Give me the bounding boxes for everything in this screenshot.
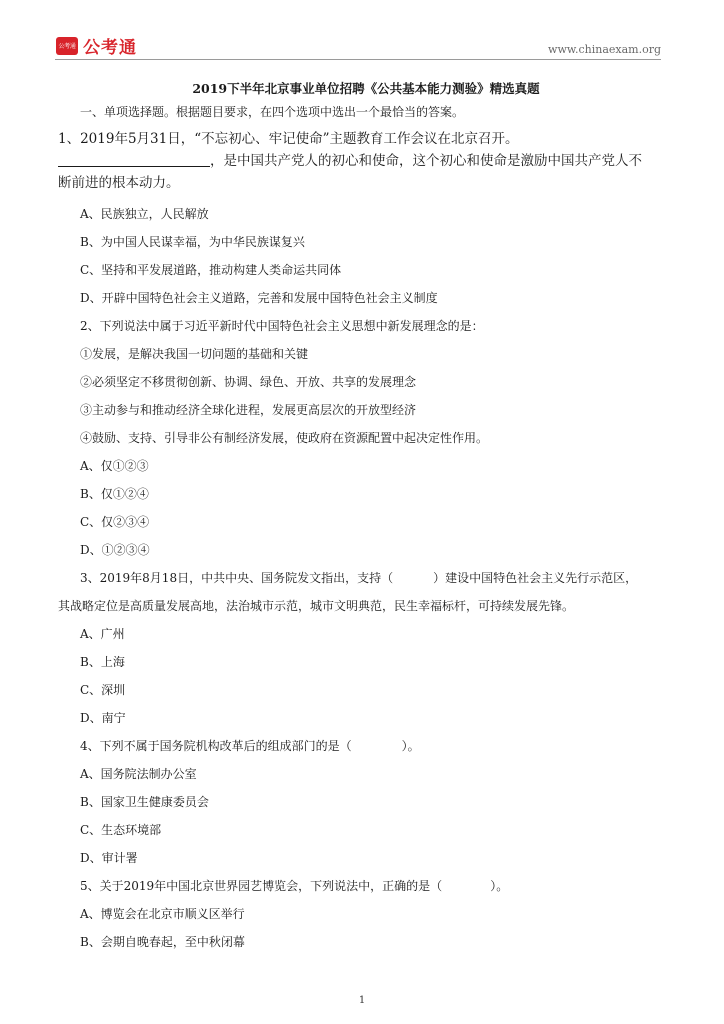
q1-option-b: B、为中国人民谋幸福，为中华民族谋复兴: [80, 235, 305, 249]
question-3: [58, 564, 674, 732]
q5-stem: [58, 872, 674, 900]
q4-stem: [58, 732, 674, 760]
q1-stem-line-2: [58, 150, 674, 172]
q1-stem-line-1: 1、2019年5月31日，“不忘初心、牢记使命”主题教育工作会议在北京召开。: [58, 131, 519, 147]
question-1: [58, 128, 674, 312]
q1-option-a: A、民族独立，人民解放: [80, 207, 209, 221]
document-title: 2019下半年北京事业单位招聘《公共基本能力测验》精选真题: [192, 81, 540, 96]
q2-option-a: A、仅①②③: [80, 459, 149, 473]
question-4: [58, 732, 674, 872]
q4-stem-start: 4、下列不属于国务院机构改革后的组成部门的是（: [80, 739, 352, 753]
answer-blank: [58, 152, 210, 167]
q3-option-a: A、广州: [80, 627, 125, 641]
site-url: www.chinaexam.org: [548, 43, 661, 56]
q5-option-a: A、博览会在北京市顺义区举行: [80, 907, 245, 921]
question-5: [58, 872, 674, 956]
page-header: [0, 0, 724, 64]
q3-option-b: B、上海: [80, 655, 125, 669]
page-number: 1: [358, 995, 366, 1006]
q3-stem-line-1: [58, 564, 674, 592]
q5-stem-end: ）。: [490, 879, 509, 893]
q2-stem: 2、下列说法中属于习近平新时代中国特色社会主义思想中新发展理念的是：: [80, 319, 484, 333]
q1-option-c: C、坚持和平发展道路，推动构建人类命运共同体: [80, 263, 342, 277]
q3-stem-start: 3、2019年8月18日，中共中央、国务院发文指出，支持（: [80, 571, 394, 585]
header-divider: [55, 59, 661, 60]
q4-option-b: B、国家卫生健康委员会: [80, 795, 209, 809]
q3-option-d: D、南宁: [80, 711, 126, 725]
q3-option-c: C、深圳: [80, 683, 126, 697]
logo-text: 公考通: [83, 38, 137, 58]
q1-stem-line-3: 断前进的根本动力。: [58, 175, 180, 191]
q3-stem-end: ）建设中国特色社会主义先行示范区，: [433, 571, 638, 585]
logo-badge-icon: 公考通: [56, 37, 78, 55]
q1-stem-text: ，是中国共产党人的初心和使命，这个初心和使命是激励中国共产党人不: [210, 153, 642, 169]
q5-option-b: B、会期自晚春起，至中秋闭幕: [80, 935, 245, 949]
q2-item-3: ③主动参与和推动经济全球化进程，发展更高层次的开放型经济: [80, 403, 417, 417]
q4-option-c: C、生态环境部: [80, 823, 162, 837]
q2-item-1: ①发展，是解决我国一切问题的基础和关键: [80, 347, 309, 361]
q2-option-d: D、①②③④: [80, 543, 150, 557]
q2-option-b: B、仅①②④: [80, 487, 149, 501]
brand-logo: [56, 33, 137, 58]
q4-option-a: A、国务院法制办公室: [80, 767, 197, 781]
question-2: [58, 312, 674, 564]
q2-item-4: ④鼓励、支持、引导非公有制经济发展，使政府在资源配置中起决定性作用。: [80, 431, 489, 445]
q5-stem-start: 5、关于2019年中国北京世界园艺博览会，下列说法中，正确的是（: [80, 879, 443, 893]
section-heading: 一、单项选择题。根据题目要求，在四个选项中选出一个最恰当的答案。: [80, 105, 465, 119]
q2-option-c: C、仅②③④: [80, 515, 150, 529]
q4-stem-end: ）。: [401, 739, 420, 753]
q2-item-2: ②必须坚定不移贯彻创新、协调、绿色、开放、共享的发展理念: [80, 375, 417, 389]
document-body: [58, 66, 674, 956]
q1-option-d: D、开辟中国特色社会主义道路，完善和发展中国特色社会主义制度: [80, 291, 438, 305]
q3-stem-line-2: 其战略定位是高质量发展高地，法治城市示范，城市文明典范，民生幸福标杆，可持续发展先锋。: [58, 599, 575, 613]
q4-option-d: D、审计署: [80, 851, 138, 865]
